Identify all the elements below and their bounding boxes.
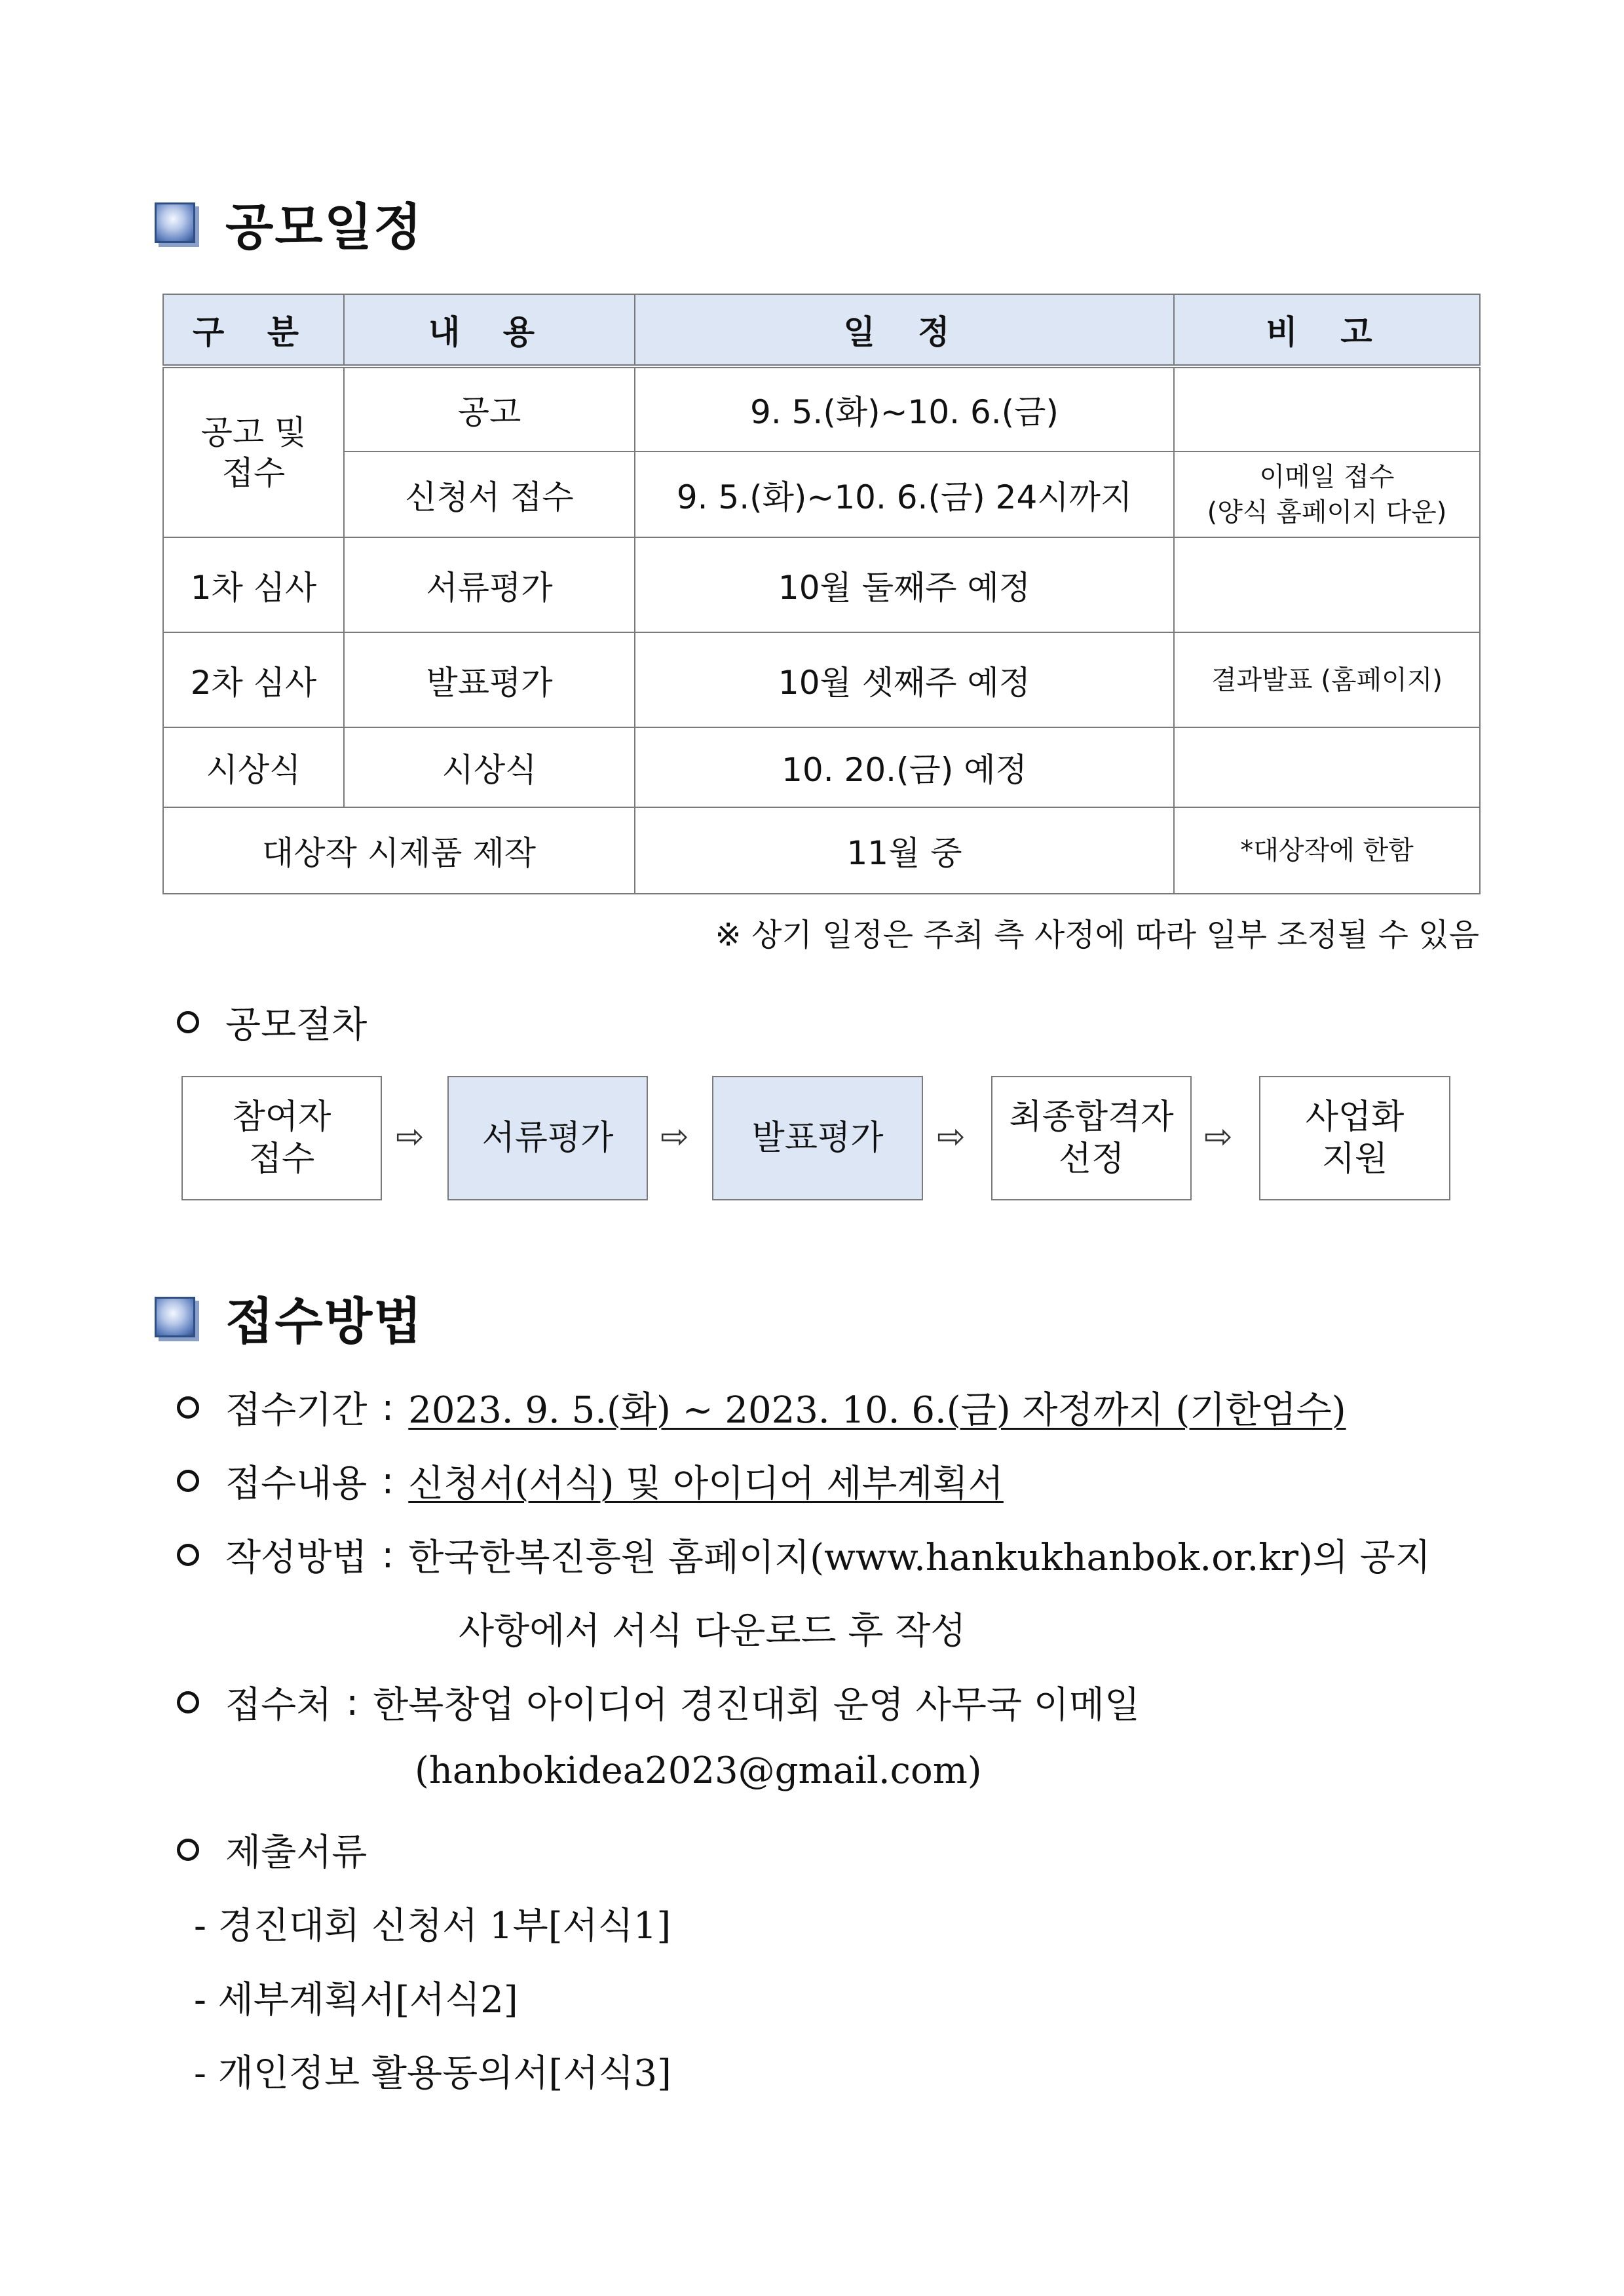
section-heading-schedule <box>155 190 423 256</box>
table-row <box>163 727 1480 807</box>
remark-cell: 결과발표 (홈페이지) <box>1174 632 1480 727</box>
remark-cell: *대상작에 한함 <box>1174 807 1480 894</box>
schedule-table <box>162 294 1481 894</box>
method-content: 접수내용 : 신청서(서식) 및 아이디어 세부계획서 <box>177 1455 1004 1507</box>
remark-cell <box>1174 537 1480 632</box>
schedule-cell: 10월 둘째주 예정 <box>635 537 1174 632</box>
content-value: 신청서(서식) 및 아이디어 세부계획서 <box>408 1463 1004 1505</box>
arrow-right-icon: ⇨ <box>660 1117 689 1157</box>
square-bullet-icon <box>155 202 195 243</box>
section-title: 공모일정 <box>225 197 423 256</box>
schedule-cell: 10. 20.(금) 예정 <box>635 727 1174 807</box>
category-cell: 시상식 <box>163 727 344 807</box>
header-schedule: 일 정 <box>635 294 1174 366</box>
method-period: 접수기간 : 2023. 9. 5.(화) ~ 2023. 10. 6.(금) 자정까지 (기한엄수) <box>177 1381 1346 1434</box>
table-header-row <box>163 294 1480 366</box>
content-cell: 공고 <box>344 366 635 451</box>
table-row <box>163 632 1480 727</box>
method-documents: 제출서류 <box>177 1824 367 1876</box>
list-item: - 개인정보 활용동의서[서식3] <box>194 2052 671 2095</box>
section-title: 접수방법 <box>225 1292 423 1350</box>
schedule-cell: 9. 5.(화)~10. 6.(금) 24시까지 <box>635 451 1174 537</box>
content-cell: 신청서 접수 <box>344 451 635 537</box>
header-content: 내 용 <box>344 294 635 366</box>
list-item: - 세부계획서[서식2] <box>194 1979 518 2021</box>
remark-cell <box>1174 727 1480 807</box>
table-row <box>163 537 1480 632</box>
category-cell: 1차 심사 <box>163 537 344 632</box>
circle-bullet-icon <box>177 1470 199 1492</box>
table-row <box>163 807 1480 894</box>
flow-step-commercialization: 사업화 지원 <box>1259 1076 1450 1200</box>
square-bullet-icon <box>155 1297 195 1337</box>
flow-step-apply: 참여자 접수 <box>181 1076 382 1200</box>
header-remark: 비 고 <box>1174 294 1480 366</box>
procedure-heading: 공모절차 <box>177 996 367 1048</box>
method-destination: 접수처 : 한복창업 아이디어 경진대회 운영 사무국 이메일 <box>177 1676 1140 1729</box>
content-cell: 시상식 <box>344 727 635 807</box>
circle-bullet-icon <box>177 1691 199 1713</box>
flow-step-document-review: 서류평가 <box>447 1076 648 1200</box>
table-row <box>163 366 1480 451</box>
method-write: 작성방법 : 한국한복진흥원 홈페이지(www.hankukhanbok.or.kr)의 공지 <box>177 1529 1431 1581</box>
flow-step-final-selection: 최종합격자 선정 <box>991 1076 1192 1200</box>
remark-cell: 이메일 접수 (양식 홈페이지 다운) <box>1174 451 1480 537</box>
schedule-cell: 11월 중 <box>635 807 1174 894</box>
circle-bullet-icon <box>177 1396 199 1419</box>
circle-bullet-icon <box>177 1011 199 1033</box>
list-item: - 경진대회 신청서 1부[서식1] <box>194 1905 671 1947</box>
arrow-right-icon: ⇨ <box>937 1117 966 1157</box>
flow-step-presentation-review: 발표평가 <box>712 1076 923 1200</box>
write-value: 한국한복진흥원 홈페이지(www.hankukhanbok.or.kr)의 공지 <box>408 1537 1431 1579</box>
circle-bullet-icon <box>177 1839 199 1861</box>
category-cell: 공고 및 접수 <box>163 366 344 537</box>
schedule-note: ※ 상기 일정은 주최 측 사정에 따라 일부 조정될 수 있음 <box>715 917 1479 953</box>
category-cell: 2차 심사 <box>163 632 344 727</box>
email-address: (hanbokidea2023@gmail.com) <box>415 1750 982 1792</box>
header-category: 구 분 <box>163 294 344 366</box>
category-cell: 대상작 시제품 제작 <box>163 807 635 894</box>
content-cell: 서류평가 <box>344 537 635 632</box>
write-value-continued: 사항에서 서식 다운로드 후 작성 <box>459 1610 966 1653</box>
content-cell: 발표평가 <box>344 632 635 727</box>
arrow-right-icon: ⇨ <box>396 1117 425 1157</box>
table-row <box>163 451 1480 537</box>
period-value: 2023. 9. 5.(화) ~ 2023. 10. 6.(금) 자정까지 (기한엄수) <box>408 1389 1346 1432</box>
circle-bullet-icon <box>177 1544 199 1566</box>
schedule-cell: 9. 5.(화)~10. 6.(금) <box>635 366 1174 451</box>
destination-value: 한복창업 아이디어 경진대회 운영 사무국 이메일 <box>373 1684 1141 1727</box>
remark-cell <box>1174 366 1480 451</box>
schedule-cell: 10월 셋째주 예정 <box>635 632 1174 727</box>
arrow-right-icon: ⇨ <box>1204 1117 1233 1157</box>
section-heading-method <box>155 1284 423 1350</box>
